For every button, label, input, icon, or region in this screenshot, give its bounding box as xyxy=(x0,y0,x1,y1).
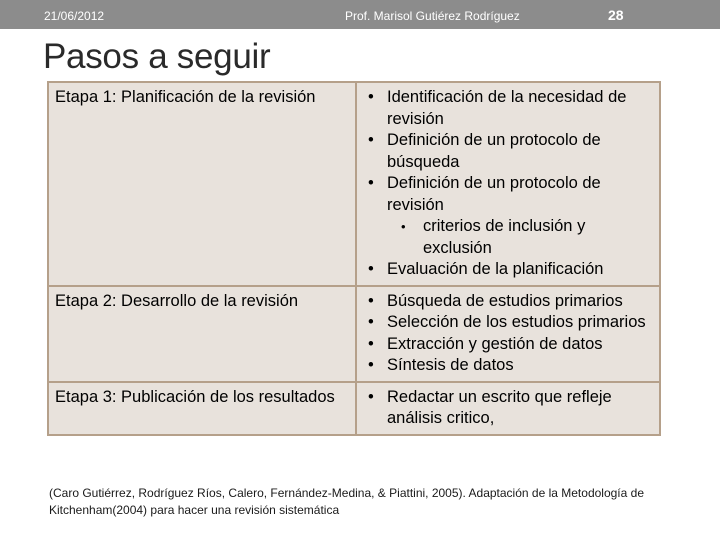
list-item: • Definición de un protocolo de búsqueda xyxy=(365,130,651,173)
list-item: • Redactar un escrito que refleje análisis critico, xyxy=(365,387,651,430)
citation-caption: (Caro Gutiérrez, Rodríguez Ríos, Calero, Fernández-Medina, & Piattini, 2005). Adaptación de la Metodología de Kitchenham(2004) para hacer una revisión sistemática xyxy=(49,486,644,517)
list-item xyxy=(365,173,651,259)
list-item: • Selección de los estudios primarios xyxy=(365,312,651,334)
list-item: • Evaluación de la planificación xyxy=(365,259,651,281)
stage-name: Etapa 3: Publicación de los resultados xyxy=(55,387,335,406)
slide-date: 21/06/2012 xyxy=(44,9,105,23)
slide-title: Pasos a seguir xyxy=(43,37,271,76)
table-row-stage-1 xyxy=(48,82,660,286)
table-row-stage-3 xyxy=(48,382,660,435)
stage-items-cell xyxy=(356,286,660,382)
list-item: • Síntesis de datos xyxy=(365,355,651,377)
slide-page-number: 28 xyxy=(608,7,624,23)
stages-table xyxy=(47,81,661,436)
slide-author: Prof. Marisol Gutiérez Rodríguez xyxy=(345,9,520,23)
stage-items-list xyxy=(365,87,651,281)
stage-name: Etapa 2: Desarrollo de la revisión xyxy=(55,291,299,310)
stage-items-list xyxy=(365,387,651,430)
list-item: • Identificación de la necesidad de revisión xyxy=(365,87,651,130)
stage-name-cell xyxy=(48,382,356,435)
stage-name-cell xyxy=(48,82,356,286)
table-row-stage-2 xyxy=(48,286,660,382)
stage-items-list xyxy=(365,291,651,377)
sub-items-list xyxy=(387,216,651,259)
stage-items-cell xyxy=(356,382,660,435)
header-bar xyxy=(0,0,720,29)
list-item-text: Definición de un protocolo de revisión xyxy=(387,174,601,214)
stage-name: Etapa 1: Planificación de la revisión xyxy=(55,88,316,106)
list-item: • Búsqueda de estudios primarios xyxy=(365,291,651,313)
stage-name-cell xyxy=(48,286,356,382)
sub-list-item: • criterios de inclusión y exclusión xyxy=(401,216,651,259)
list-item: • Extracción y gestión de datos xyxy=(365,334,651,356)
stage-items-cell xyxy=(356,82,660,286)
